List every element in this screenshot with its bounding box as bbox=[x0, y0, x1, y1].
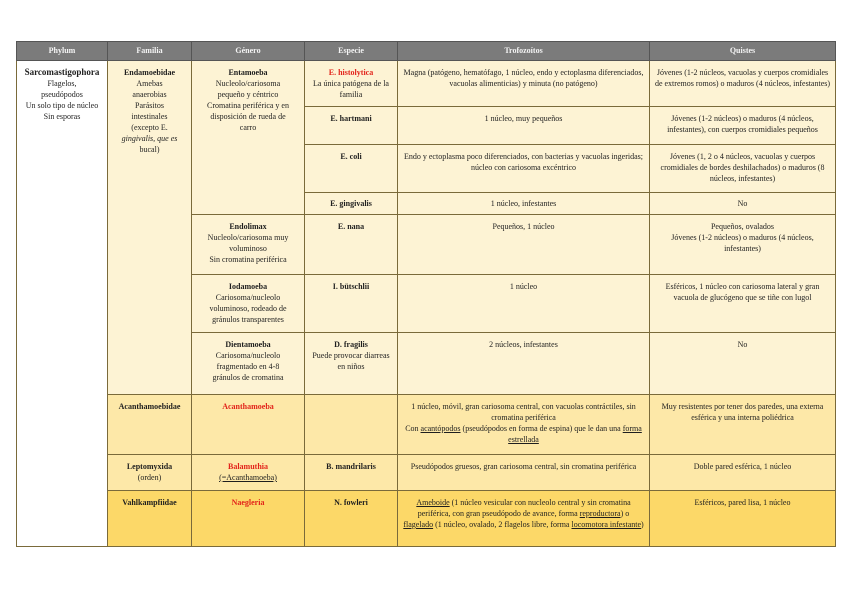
quiste-hartmani: Jóvenes (1-2 núcleos) o maduros (4 núcleos, infestantes), con cuerpos cromidiales pequeños bbox=[650, 107, 836, 145]
species-note: Puede provocar diarreas en niños bbox=[312, 351, 390, 371]
genus-line: voluminoso, rodeado de bbox=[209, 304, 287, 313]
trofo-underlined: acantópodos bbox=[420, 424, 461, 433]
header-genero: Género bbox=[192, 42, 305, 61]
table-row-histolytica bbox=[17, 61, 836, 107]
trofozoito-coli: Endo y ectoplasma poco diferenciados, con bacterias y vacuolas ingeridas; núcleo con cariosoma excéntrico bbox=[398, 145, 650, 193]
species-note: La única patógena de la familia bbox=[313, 79, 389, 99]
phylum-cell bbox=[17, 61, 108, 547]
trofo-text: ) bbox=[641, 520, 644, 529]
genus-note: (=Acanthamoeba) bbox=[219, 473, 277, 482]
trofozoito-mandrilaris: Pseudópodos gruesos, gran cariosoma central, sin cromatina periférica bbox=[398, 455, 650, 491]
family-line: Amebas bbox=[136, 79, 163, 88]
trofo-line bbox=[402, 423, 645, 445]
family-line: (excepto E. bbox=[131, 123, 168, 132]
phylum-line: Flagelos, bbox=[47, 79, 77, 88]
phylum-line: pseudópodos bbox=[41, 90, 83, 99]
header-phylum: Phylum bbox=[17, 42, 108, 61]
trofo-underlined: locomotora infestante bbox=[571, 520, 642, 529]
family-vahlkampfiidae: Vahlkampfiidae bbox=[108, 491, 192, 547]
genus-naegleria: Naegleria bbox=[192, 491, 305, 547]
genus-name: Iodamoeba bbox=[228, 282, 268, 291]
genus-balamuthia bbox=[192, 455, 305, 491]
trofozoito-gingivalis: 1 núcleo, infestantes bbox=[398, 193, 650, 215]
species-acanthamoeba bbox=[305, 395, 398, 455]
quiste-histolytica: Jóvenes (1-2 núcleos, vacuolas y cuerpos cromidiales de extremos romos) o maduros (4 núcleos, infestantes) bbox=[650, 61, 836, 107]
species-butschlii: I. bütschlii bbox=[305, 275, 398, 333]
species-hartmani: E. hartmani bbox=[305, 107, 398, 145]
species-name: E. histolytica bbox=[328, 68, 374, 77]
family-name: Leptomyxida bbox=[126, 462, 173, 471]
genus-entamoeba bbox=[192, 61, 305, 215]
family-line: Parásitos bbox=[135, 101, 164, 110]
table-row-acanthamoebidae bbox=[17, 395, 836, 455]
genus-line: carro bbox=[239, 123, 257, 132]
genus-line: gránulos transparentes bbox=[212, 315, 284, 324]
trofozoito-fowleri bbox=[398, 491, 650, 547]
trofozoito-butschlii: 1 núcleo bbox=[398, 275, 650, 333]
family-line: anaerobias bbox=[132, 90, 167, 99]
family-name: Endamoebidae bbox=[123, 68, 176, 77]
genus-line: Cromatina periférica y en bbox=[207, 101, 289, 110]
family-acanthamoebidae: Acanthamoebidae bbox=[108, 395, 192, 455]
header-especie: Especie bbox=[305, 42, 398, 61]
species-fowleri: N. fowleri bbox=[305, 491, 398, 547]
genus-name: Entamoeba bbox=[228, 68, 268, 77]
quiste-acanthamoeba: Muy resistentes por tener dos paredes, una externa esférica y una interna poliédrica bbox=[650, 395, 836, 455]
family-endamoebidae bbox=[108, 61, 192, 395]
family-note: (orden) bbox=[137, 473, 162, 482]
trofo-underlined: forma estrellada bbox=[508, 424, 642, 444]
quiste-coli: Jóvenes (1, 2 o 4 núcleos, vacuolas y cuerpos cromidiales de bordes deshilachados) o maduros (8 núcleos, infestantes) bbox=[650, 145, 836, 193]
genus-name: Dientamoeba bbox=[225, 340, 271, 349]
trofo-underlined: Ameboide bbox=[416, 498, 450, 507]
family-leptomyxida bbox=[108, 455, 192, 491]
genus-line: disposición de rueda de bbox=[210, 112, 286, 121]
genus-name: Endolimax bbox=[229, 222, 267, 231]
quiste-gingivalis: No bbox=[650, 193, 836, 215]
genus-line: Sin cromatina periférica bbox=[209, 255, 287, 264]
quiste-line: Pequeños, ovalados bbox=[710, 222, 775, 231]
phylum-line: Un solo tipo de núcleo bbox=[25, 101, 99, 110]
genus-line: Cariosoma/nucleolo bbox=[215, 293, 281, 302]
genus-line: Cariosoma/nucleolo bbox=[215, 351, 281, 360]
genus-iodamoeba bbox=[192, 275, 305, 333]
species-nana: E. nana bbox=[305, 215, 398, 275]
genus-line: pequeño y céntrico bbox=[217, 90, 279, 99]
trofo-text: (1 núcleo, ovalado, 2 flagelos libre, forma bbox=[433, 520, 572, 529]
family-line: bucal) bbox=[139, 145, 160, 154]
trofo-underlined: reproductora bbox=[579, 509, 621, 518]
family-line: intestinales bbox=[131, 112, 168, 121]
genus-line: Nucleolo/cariosoma bbox=[215, 79, 281, 88]
header-row bbox=[17, 42, 836, 61]
genus-name: Balamuthia bbox=[227, 462, 268, 471]
genus-line: Nucleolo/cariosoma muy bbox=[207, 233, 289, 242]
genus-line: fragmentado en 4-8 bbox=[216, 362, 280, 371]
trofo-text: (pseudópodos en forma de espina) que le dan una bbox=[460, 424, 623, 433]
table-row-leptomyxida bbox=[17, 455, 836, 491]
trofo-line: 1 núcleo, móvil, gran cariosoma central, con vacuolas contráctiles, sin cromatina periférica bbox=[411, 402, 636, 422]
quiste-nana bbox=[650, 215, 836, 275]
trofo-text: ) o bbox=[620, 509, 630, 518]
species-gingivalis: E. gingivalis bbox=[305, 193, 398, 215]
quiste-fragilis: No bbox=[650, 333, 836, 395]
species-mandrilaris: B. mandrilaris bbox=[305, 455, 398, 491]
species-name: D. fragilis bbox=[334, 340, 368, 349]
trofozoito-nana: Pequeños, 1 núcleo bbox=[398, 215, 650, 275]
trofozoito-acanthamoeba bbox=[398, 395, 650, 455]
genus-dientamoeba bbox=[192, 333, 305, 395]
trofozoito-hartmani: 1 núcleo, muy pequeños bbox=[398, 107, 650, 145]
trofozoito-fragilis: 2 núcleos, infestantes bbox=[398, 333, 650, 395]
table-row-vahlkampfiidae bbox=[17, 491, 836, 547]
quiste-butschlii: Esféricos, 1 núcleo con cariosoma lateral y gran vacuola de glucógeno que se tiñe con lugol bbox=[650, 275, 836, 333]
species-histolytica bbox=[305, 61, 398, 107]
genus-line: gránulos de cromatina bbox=[212, 373, 284, 382]
trofozoito-histolytica: Magna (patógeno, hematófago, 1 núcleo, endo y ectoplasma diferenciados, vacuolas alimenticias) y minuta (no patógeno) bbox=[398, 61, 650, 107]
species-fragilis bbox=[305, 333, 398, 395]
header-trofozoitos: Trofozoítos bbox=[398, 42, 650, 61]
classification-table bbox=[16, 41, 836, 547]
genus-line: voluminoso bbox=[229, 244, 267, 253]
header-quistes: Quistes bbox=[650, 42, 836, 61]
trofo-underlined: flagelado bbox=[403, 520, 434, 529]
phylum-name: Sarcomastigophora bbox=[24, 67, 100, 77]
genus-acanthamoeba: Acanthamoeba bbox=[192, 395, 305, 455]
species-coli: E. coli bbox=[305, 145, 398, 193]
quiste-mandrilaris: Doble pared esférica, 1 núcleo bbox=[650, 455, 836, 491]
phylum-line: Sin esporas bbox=[43, 112, 81, 121]
quiste-fowleri: Esféricos, pared lisa, 1 núcleo bbox=[650, 491, 836, 547]
header-familia: Familia bbox=[108, 42, 192, 61]
quiste-line: Jóvenes (1-2 núcleos) o maduros (4 núcleos, infestantes) bbox=[671, 233, 814, 253]
family-line: gingivalis, que es bbox=[121, 134, 178, 143]
trofo-text: Con bbox=[405, 424, 421, 433]
genus-endolimax bbox=[192, 215, 305, 275]
trofo-text: (1 núcleo vesicular con nucleolo central y sin cromatina periférica, con gran pseudópodo de avance, forma bbox=[417, 498, 631, 518]
